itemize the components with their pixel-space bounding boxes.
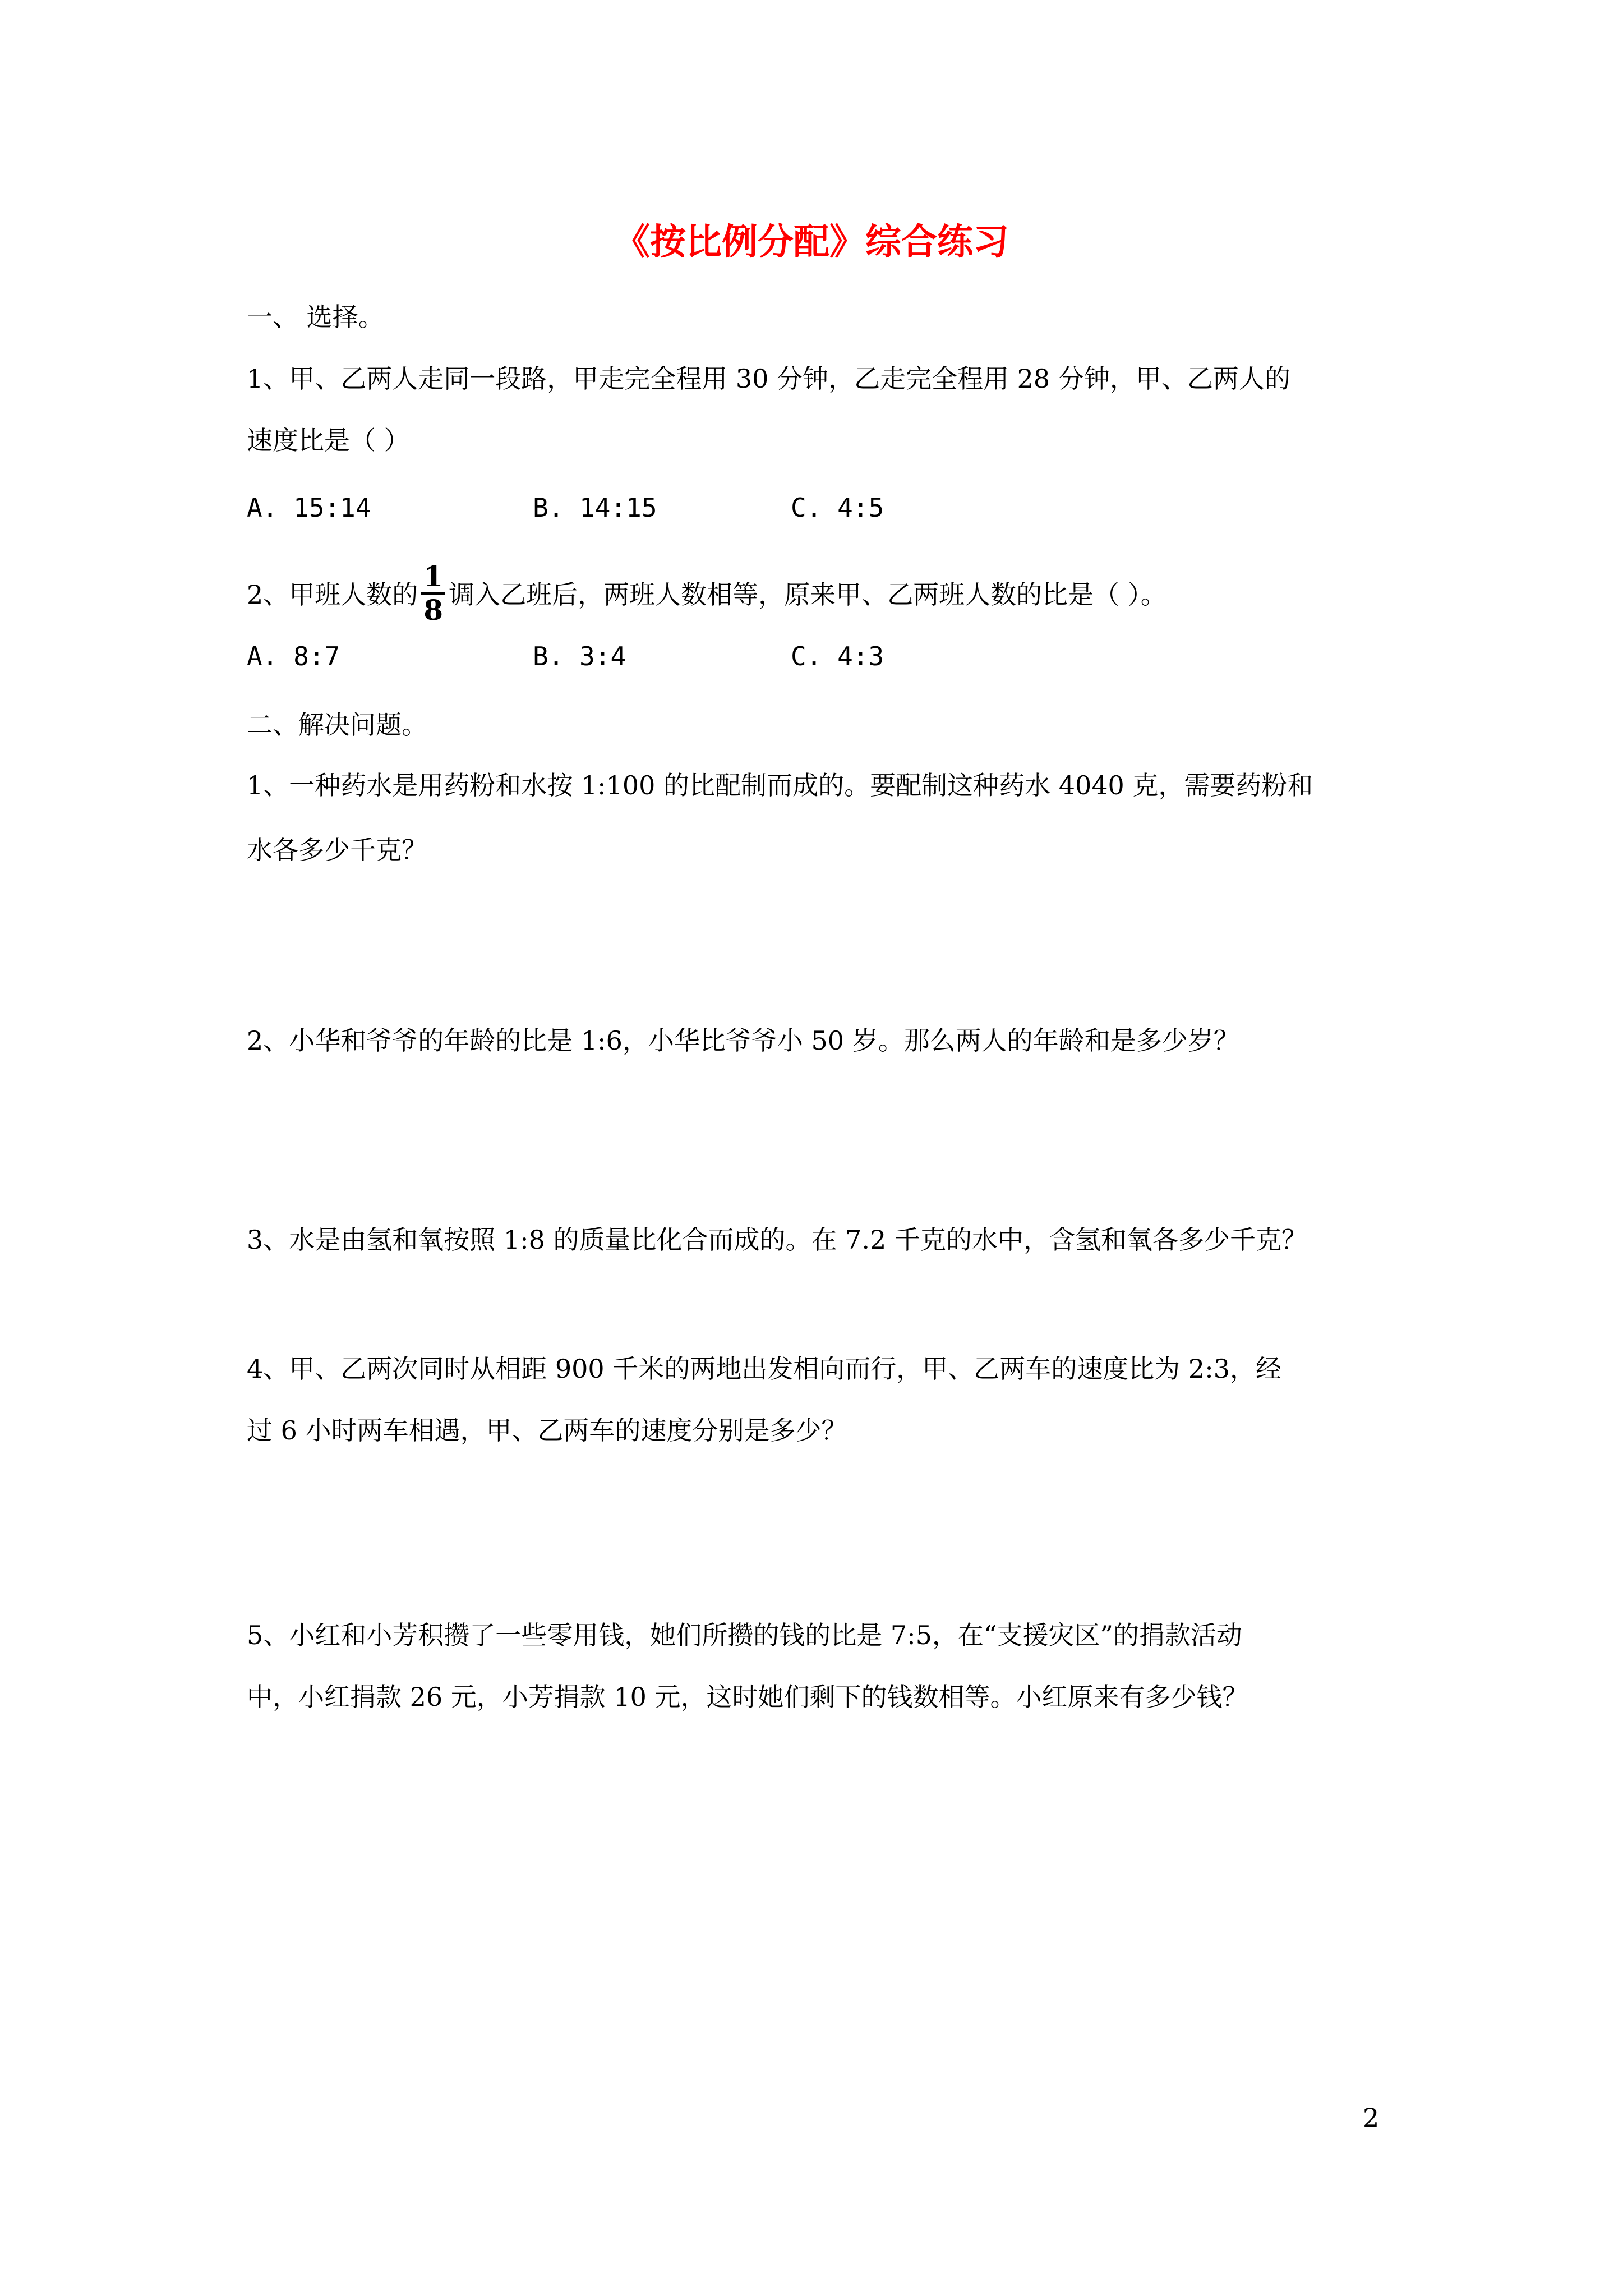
fraction-one-eighth [421, 561, 445, 626]
problem-2-line-1: 2、小华和爷爷的年龄的比是 1:6，小华比爷爷小 50 岁。那么两人的年龄和是多少岁？ [247, 1025, 1239, 1056]
section-heading-choice: 一、 选择。 [247, 302, 384, 332]
question-2-line [247, 560, 1166, 629]
question-2-suffix: 调入乙班后，两班人数相等，原来甲、乙两班人数的比是（ ）。 [449, 579, 1166, 610]
question-2-option-c: C. 4:3 [791, 641, 884, 671]
page-title: 《按比例分配》综合练习 [614, 221, 1009, 263]
section-heading-problems: 二、解决问题。 [247, 710, 427, 740]
problem-4-line-1: 4、甲、乙两次同时从相距 900 千米的两地出发相向而行，甲、乙两车的速度比为 2:3，经 [247, 1354, 1281, 1384]
problem-4-line-2: 过 6 小时两车相遇，甲、乙两车的速度分别是多少？ [247, 1415, 847, 1446]
question-1-line-1: 1、甲、乙两人走同一段路，甲走完全程用 30 分钟，乙走完全程用 28 分钟，甲、乙两人的 [247, 364, 1290, 394]
fraction-denominator: 8 [423, 593, 444, 627]
problem-5-line-2: 中，小红捐款 26 元，小芳捐款 10 元，这时她们剩下的钱数相等。小红原来有多少钱？ [247, 1682, 1248, 1712]
page-number: 2 [1363, 2102, 1380, 2133]
question-1-option-b: B. 14:15 [533, 493, 657, 523]
question-2-option-a: A. 8:7 [247, 641, 340, 671]
fraction-numerator: 1 [421, 561, 445, 595]
question-1-line-2: 速度比是（ ） [247, 425, 410, 455]
question-2-prefix: 2、甲班人数的 [247, 579, 418, 610]
problem-3-line-1: 3、水是由氢和氧按照 1:8 的质量比化合而成的。在 7.2 千克的水中，含氢和氧各多少千克？ [247, 1225, 1307, 1255]
problem-1-line-1: 1、一种药水是用药粉和水按 1:100 的比配制而成的。要配制这种药水 4040 克，需要药粉和 [247, 770, 1313, 800]
question-1-option-a: A. 15:14 [247, 493, 371, 523]
question-1-option-c: C. 4:5 [791, 493, 884, 523]
problem-1-line-2: 水各多少千克？ [247, 835, 427, 865]
problem-5-line-1: 5、小红和小芳积攒了一些零用钱，她们所攒的钱的比是 7:5，在“支援灾区”的捐款活动 [247, 1620, 1242, 1650]
question-2-option-b: B. 3:4 [533, 641, 626, 671]
